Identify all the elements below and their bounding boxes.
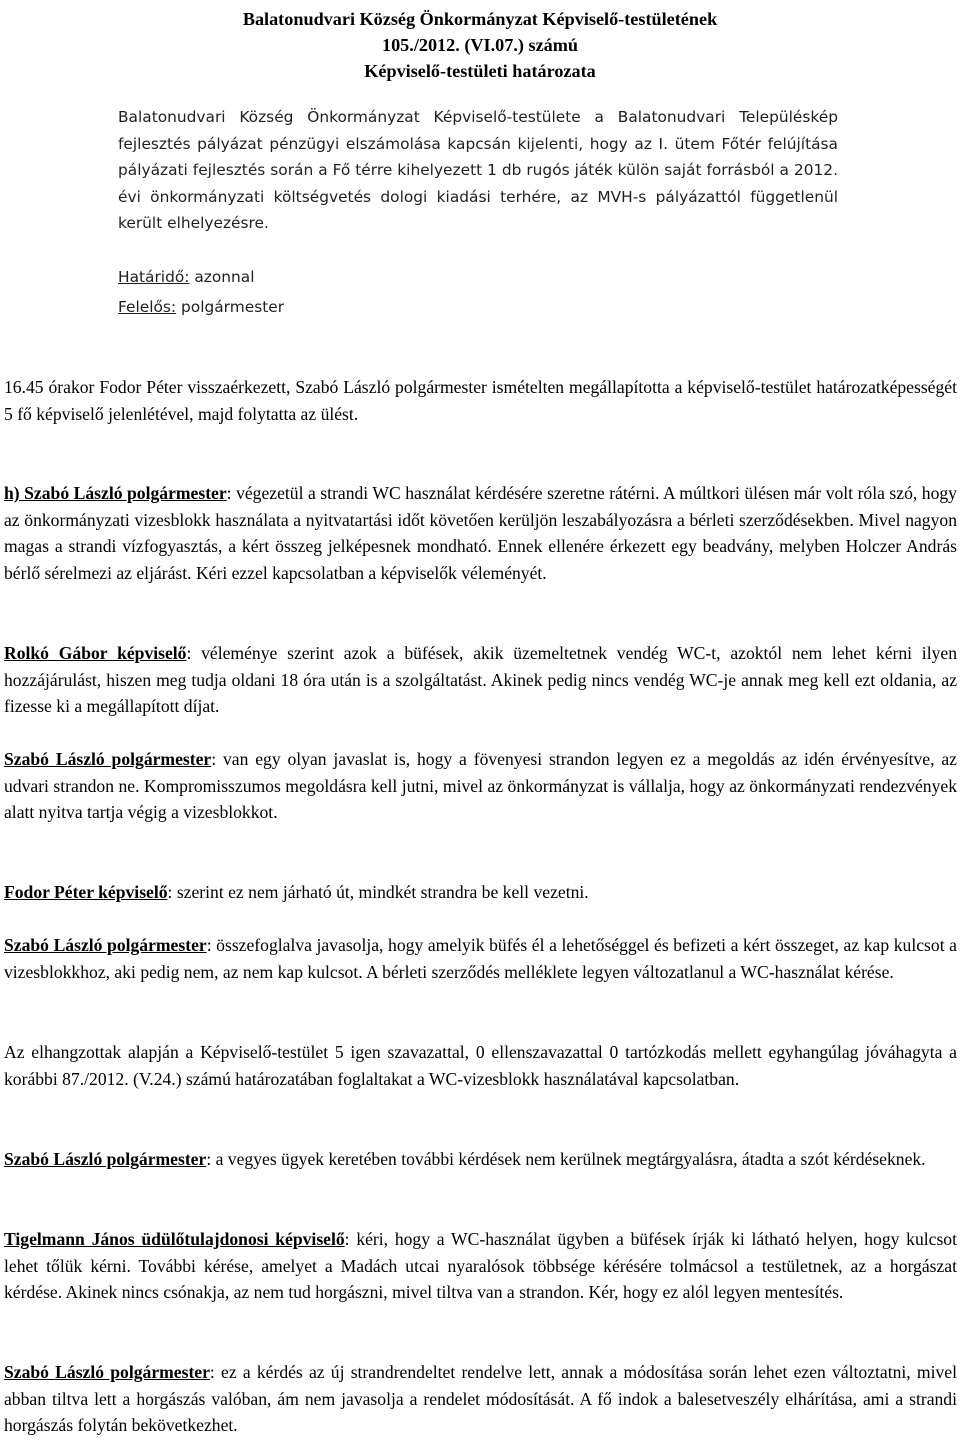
title-line-2: 105./2012. (VI.07.) számú	[381, 35, 578, 55]
paragraph-text: : ez a kérdés az új strandrendeltet rendelve lett, annak a módosítása során lehet ezen változtatni, mivel abban tiltva lett a horgászás valóban, ám nem javasolja a rendelet módosítását. A fő indok a balesetveszély elhárítása, ami a strandi horgászás folytán bekövetkezhet.	[4, 1362, 957, 1435]
speaker-name: h) Szabó László polgármester	[4, 483, 227, 503]
speaker-name: Szabó László polgármester	[4, 1149, 207, 1169]
deadline-value: azonnal	[189, 268, 255, 286]
responsible-line	[118, 294, 518, 321]
paragraph-wc-intro	[4, 480, 957, 586]
speaker-name: Fodor Péter képviselő	[4, 882, 168, 902]
paragraph-mayor-fishing	[4, 1359, 957, 1439]
paragraph-text: : a vegyes ügyek keretében további kérdések nem kerülnek megtárgyalásra, átadta a szót kérdéseknek.	[206, 1149, 926, 1169]
resolution-text: Balatonudvari Község Önkormányzat Képviselő-testülete a Balatonudvari Településkép fejlesztés pályázat pénzügyi elszámolása kapcsán kijelenti, hogy az I. ütem Főtér felújítása pályázati fejlesztés során a Fő térre kihelyezett 1 db rugós játék külön saját forrásból a 2012. évi önkormányzati költségvetés dologi kiadási terhére, az MVH-s pályázattól függetlenül került elhelyezésre.	[118, 108, 838, 232]
deadline-label: Határidő:	[118, 268, 190, 286]
speaker-name: Tigelmann János üdülőtulajdonosi képviselő	[4, 1229, 345, 1249]
paragraph-text: : van egy olyan javaslat is, hogy a fövenyesi strandon legyen ez a megoldás az idén érvényesítve, az udvari strandon ne. Kompromisszumos megoldásra kell jutni, mivel az önkormányzat is vállalja, hogy az önkormányzati rendezvények alatt nyitva tartja végig a vizesblokkot.	[4, 749, 957, 822]
paragraph-vote: Az elhangzottak alapján a Képviselő-testület 5 igen szavazattal, 0 ellenszavazattal 0 tartózkodás mellett egyhangúlag jóváhagyta a korábbi 87./2012. (V.24.) számú határozatában foglaltakat a WC-vizesblokk használatával kapcsolatban.	[4, 1042, 957, 1089]
speaker-name: Szabó László polgármester	[4, 1362, 210, 1382]
paragraph-text: : összefoglalva javasolja, hogy amelyik büfés él a lehetőséggel és befizeti a kért összeget, az kap kulcsot a vizesblokkhoz, aki pedig nem, az nem kap kulcsot. A bérleti szerződés melléklete legyen változatlanul a WC-használat kérése.	[4, 935, 957, 982]
paragraph-mayor-proposal	[4, 746, 957, 826]
paragraph-tigelmann	[4, 1226, 957, 1306]
paragraph-rolko	[4, 640, 957, 720]
paragraph-text: : kéri, hogy a WC-használat ügyben a büfések írják ki látható helyen, hogy kulcsot lehet tőlük kérni. További kérése, amelyet a Madách utcai nyaralósok többsége kérésére tolmácsol a testületnek, az a horgászat kérdése. Akinek nincs csónakja, az nem tud horgászni, mivel tiltva van a strandon. Kér, hogy ez alól legyen mentesítés.	[4, 1229, 957, 1302]
responsible-label: Felelős:	[118, 298, 177, 316]
speaker-name: Rolkó Gábor képviselő	[4, 643, 187, 663]
speaker-name: Szabó László polgármester	[4, 749, 212, 769]
speaker-name: Szabó László polgármester	[4, 935, 207, 955]
title-line-3: Képviselő-testületi határozata	[364, 61, 596, 81]
deadline-line	[118, 264, 518, 291]
paragraph-fodor	[4, 879, 957, 906]
title-line-1: Balatonudvari Község Önkormányzat Képviselő-testületének	[242, 9, 718, 29]
document-title	[0, 6, 960, 84]
paragraph-mayor-summary	[4, 932, 957, 985]
paragraph-text: : véleménye szerint azok a büfések, akik üzemeltetnek vendég WC-t, azoktól nem lehet kérni ilyen hozzájárulást, hiszen meg tudja oldani 18 óra után is a szolgáltatást. Akinek pedig nincs vendég WC-je annak meg kell ezt oldania, az fizesse ki a megállapított díjat.	[4, 643, 957, 716]
paragraph-return: 16.45 órakor Fodor Péter visszaérkezett, Szabó László polgármester ismételten megállapította a képviselő-testület határozatképességét 5 fő képviselő jelenlétével, majd folytatta az ülést.	[4, 377, 957, 424]
paragraph-text: : végezetül a strandi WC használat kérdésére szeretne rátérni. A múltkori ülésen már volt róla szó, hogy az önkormányzati vizesblokk használata a nyitvatartási időt követően kerüljön leszabályozásra a bérleti szerződésekben. Mivel nagyon magas a strandi vízfogyasztás, a kért összeg jelképesnek mondható. Ennek ellenére érkezett egy beadvány, melyben Holczer András bérlő sérelmezi az eljárást. Kéri ezzel kapcsolatban a képviselők véleményét.	[4, 483, 957, 583]
paragraph-mayor-misc	[4, 1146, 957, 1173]
responsible-value: polgármester	[176, 298, 285, 316]
paragraph-text: : szerint ez nem járható út, mindkét strandra be kell vezetni.	[167, 882, 589, 902]
